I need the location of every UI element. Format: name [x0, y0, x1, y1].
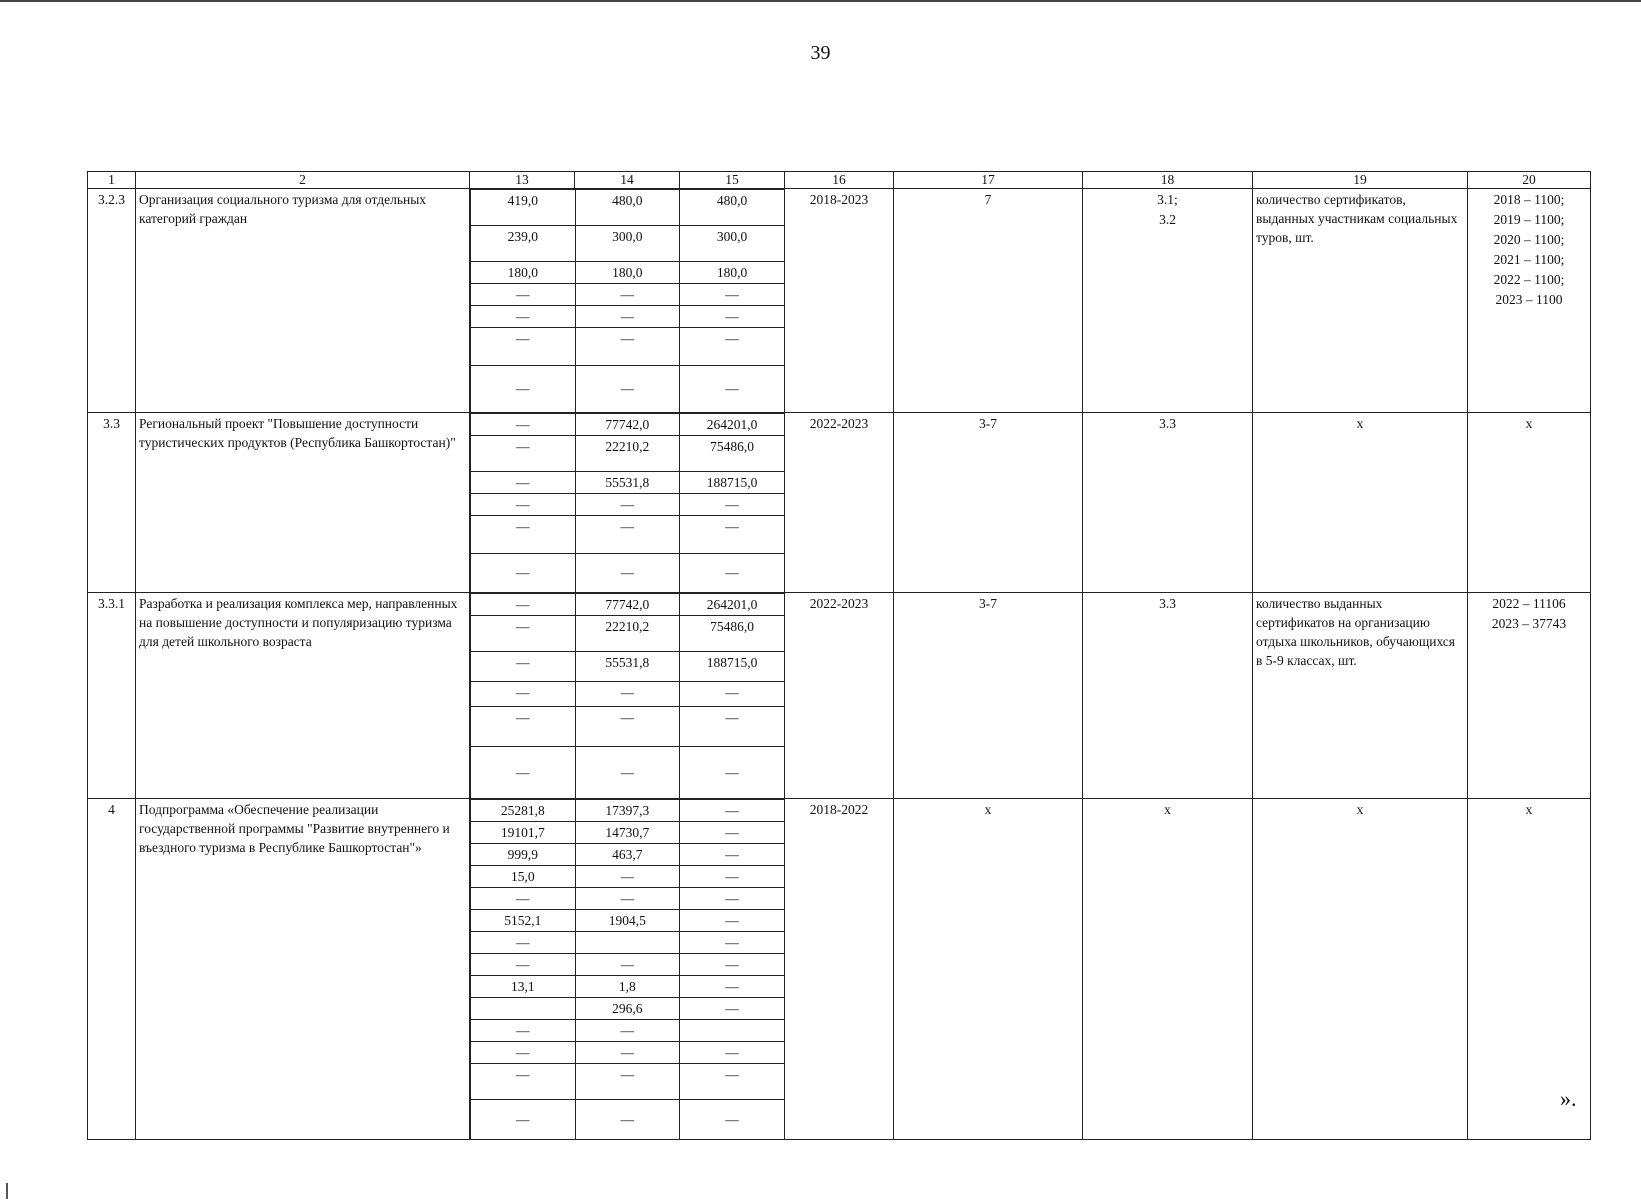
- value-cell: 22210,2: [575, 435, 680, 471]
- column-header: 18: [1083, 172, 1253, 189]
- value-cell: —: [471, 747, 576, 798]
- value-cell: —: [471, 931, 576, 953]
- scan-edge-mark: [6, 1183, 8, 1199]
- period-cell: 2018-2023: [785, 189, 894, 413]
- row-number: 3.2.3: [88, 189, 136, 413]
- period-cell: 2022-2023: [785, 412, 894, 593]
- value-cell: —: [680, 799, 785, 821]
- row-name: Разработка и реализация комплекса мер, направленных на повышение доступности и популяризацию туризма для детей школьного возраста: [136, 593, 470, 799]
- value-cell: —: [471, 435, 576, 471]
- value-cell: —: [471, 652, 576, 682]
- goal-ref-cell: 3-7: [894, 412, 1083, 593]
- value-cell: 77742,0: [575, 594, 680, 616]
- funding-values: [470, 412, 785, 593]
- indicator-name: количество сертификатов, выданных участникам социальных туров, шт.: [1253, 189, 1468, 413]
- value-cell: 13,1: [471, 975, 576, 997]
- indicator-value: 2018 – 1100;: [1493, 192, 1565, 207]
- indicator-values: [1468, 189, 1591, 413]
- indicator-values: [1468, 412, 1591, 593]
- value-cell: —: [680, 1063, 785, 1099]
- value-cell: —: [471, 306, 576, 328]
- value-cell: —: [680, 931, 785, 953]
- row-name: Региональный проект "Повышение доступности туристических продуктов (Республика Башкортостан)": [136, 412, 470, 593]
- task-ref: 3.1;: [1157, 192, 1178, 207]
- value-cell: —: [680, 682, 785, 707]
- value-cell: —: [471, 1019, 576, 1041]
- value-cell: 1,8: [575, 975, 680, 997]
- indicator-value: х: [1525, 801, 1533, 817]
- scan-top-edge: [0, 0, 1641, 2]
- value-cell: 1904,5: [575, 909, 680, 931]
- value-cell: —: [575, 953, 680, 975]
- value-cell: —: [471, 707, 576, 747]
- value-cell: —: [680, 328, 785, 366]
- value-cell: —: [575, 493, 680, 515]
- value-cell: —: [575, 707, 680, 747]
- value-cell: 188715,0: [680, 471, 785, 493]
- period-cell: 2022-2023: [785, 593, 894, 799]
- goal-ref-cell: х: [894, 798, 1083, 1140]
- value-cell: 180,0: [471, 262, 576, 284]
- period-cell: 2018-2022: [785, 798, 894, 1140]
- value-cell: —: [680, 553, 785, 592]
- value-cell: 14730,7: [575, 821, 680, 843]
- indicator-value: 2022 – 1100;: [1493, 272, 1565, 287]
- value-cell: 180,0: [680, 262, 785, 284]
- value-cell: 25281,8: [471, 799, 576, 821]
- column-header: 15: [680, 172, 785, 189]
- value-cell: —: [471, 682, 576, 707]
- row-number: 3.3.1: [88, 593, 136, 799]
- column-header: 19: [1253, 172, 1468, 189]
- value-cell: —: [575, 1099, 680, 1139]
- value-cell: —: [680, 284, 785, 306]
- funding-values: [470, 593, 785, 799]
- row-number: 3.3: [88, 412, 136, 593]
- value-cell: —: [680, 953, 785, 975]
- value-cell: —: [680, 887, 785, 909]
- value-cell: 17397,3: [575, 799, 680, 821]
- indicator-value: 2023 – 1100: [1495, 292, 1563, 307]
- task-ref: 3.3: [1159, 596, 1176, 611]
- value-cell: —: [471, 553, 576, 592]
- value-cell: —: [471, 616, 576, 652]
- value-cell: —: [471, 493, 576, 515]
- value-cell: —: [575, 306, 680, 328]
- value-cell: —: [680, 306, 785, 328]
- task-ref: 3.2: [1159, 212, 1176, 227]
- value-cell: —: [471, 1041, 576, 1063]
- task-ref-cell: [1083, 412, 1253, 593]
- indicator-name: х: [1253, 412, 1468, 593]
- column-header: 16: [785, 172, 894, 189]
- program-table: [87, 171, 1591, 1140]
- value-cell: —: [575, 284, 680, 306]
- goal-ref-cell: 3-7: [894, 593, 1083, 799]
- value-cell: —: [680, 707, 785, 747]
- value-cell: 264201,0: [680, 594, 785, 616]
- funding-values: [470, 798, 785, 1140]
- value-cell: —: [471, 284, 576, 306]
- value-cell: —: [680, 865, 785, 887]
- value-cell: —: [471, 413, 576, 435]
- value-cell: —: [471, 594, 576, 616]
- value-cell: [575, 931, 680, 953]
- value-cell: 300,0: [575, 226, 680, 262]
- value-cell: —: [680, 493, 785, 515]
- funding-values: [470, 189, 785, 413]
- value-cell: 480,0: [680, 190, 785, 226]
- value-cell: 300,0: [680, 226, 785, 262]
- value-cell: —: [575, 553, 680, 592]
- value-cell: —: [680, 1041, 785, 1063]
- table-row: [88, 412, 1591, 593]
- value-cell: [471, 997, 576, 1019]
- task-ref-cell: [1083, 798, 1253, 1140]
- value-cell: —: [575, 1063, 680, 1099]
- task-ref-cell: [1083, 189, 1253, 413]
- indicator-value: 2020 – 1100;: [1493, 232, 1565, 247]
- value-cell: —: [575, 865, 680, 887]
- value-cell: 55531,8: [575, 652, 680, 682]
- table-row: [88, 798, 1591, 1140]
- column-number-row: [88, 172, 1591, 189]
- value-cell: —: [575, 682, 680, 707]
- indicator-value: х: [1525, 415, 1533, 431]
- value-cell: 419,0: [471, 190, 576, 226]
- value-cell: —: [471, 366, 576, 412]
- page-number: 39: [810, 42, 831, 64]
- indicator-value: 2019 – 1100;: [1493, 212, 1565, 227]
- value-cell: —: [680, 909, 785, 931]
- value-cell: —: [471, 471, 576, 493]
- value-cell: 19101,7: [471, 821, 576, 843]
- value-cell: 55531,8: [575, 471, 680, 493]
- row-number: 4: [88, 798, 136, 1140]
- value-cell: —: [680, 1099, 785, 1139]
- value-cell: 75486,0: [680, 616, 785, 652]
- closing-quote-mark: ».: [1560, 1086, 1577, 1111]
- value-cell: 188715,0: [680, 652, 785, 682]
- column-header: 2: [136, 172, 470, 189]
- value-cell: 180,0: [575, 262, 680, 284]
- indicator-value: 2022 – 11106: [1492, 596, 1566, 611]
- value-cell: [680, 1019, 785, 1041]
- value-cell: —: [471, 1063, 576, 1099]
- value-cell: —: [680, 843, 785, 865]
- value-cell: 22210,2: [575, 616, 680, 652]
- value-cell: —: [575, 887, 680, 909]
- value-cell: —: [471, 953, 576, 975]
- indicator-values: [1468, 593, 1591, 799]
- value-cell: 463,7: [575, 843, 680, 865]
- value-cell: —: [471, 328, 576, 366]
- value-cell: —: [680, 515, 785, 553]
- value-cell: —: [680, 975, 785, 997]
- table-row: [88, 593, 1591, 799]
- table-row: [88, 189, 1591, 413]
- value-cell: 264201,0: [680, 413, 785, 435]
- value-cell: 77742,0: [575, 413, 680, 435]
- value-cell: —: [575, 747, 680, 798]
- indicator-value: 2021 – 1100;: [1493, 252, 1565, 267]
- value-cell: —: [575, 515, 680, 553]
- value-cell: 239,0: [471, 226, 576, 262]
- value-cell: 15,0: [471, 865, 576, 887]
- task-ref-cell: [1083, 593, 1253, 799]
- value-cell: —: [680, 997, 785, 1019]
- indicator-name: количество выданных сертификатов на организацию отдыха школьников, обучающихся в 5-9 классах, шт.: [1253, 593, 1468, 799]
- value-cell: —: [575, 328, 680, 366]
- value-cell: —: [680, 747, 785, 798]
- value-cell: —: [680, 821, 785, 843]
- value-cell: 5152,1: [471, 909, 576, 931]
- column-header: 1: [88, 172, 136, 189]
- goal-ref-cell: 7: [894, 189, 1083, 413]
- value-cell: —: [680, 366, 785, 412]
- value-cell: 296,6: [575, 997, 680, 1019]
- task-ref: 3.3: [1159, 415, 1176, 431]
- column-header: 14: [575, 172, 680, 189]
- value-cell: —: [471, 1099, 576, 1139]
- value-cell: 480,0: [575, 190, 680, 226]
- value-cell: —: [575, 366, 680, 412]
- task-ref: х: [1164, 801, 1171, 817]
- row-name: Организация социального туризма для отдельных категорий граждан: [136, 189, 470, 413]
- value-cell: 999,9: [471, 843, 576, 865]
- indicator-name: х: [1253, 798, 1468, 1140]
- value-cell: —: [575, 1019, 680, 1041]
- column-header: 20: [1468, 172, 1591, 189]
- indicator-value: 2023 – 37743: [1491, 616, 1567, 631]
- column-header: 13: [470, 172, 575, 189]
- value-cell: —: [575, 1041, 680, 1063]
- value-cell: —: [471, 515, 576, 553]
- row-name: Подпрограмма «Обеспечение реализации государственной программы "Развитие внутреннего и въездного туризма в Республике Башкортостан"»: [136, 798, 470, 1140]
- column-header: 17: [894, 172, 1083, 189]
- value-cell: —: [471, 887, 576, 909]
- value-cell: 75486,0: [680, 435, 785, 471]
